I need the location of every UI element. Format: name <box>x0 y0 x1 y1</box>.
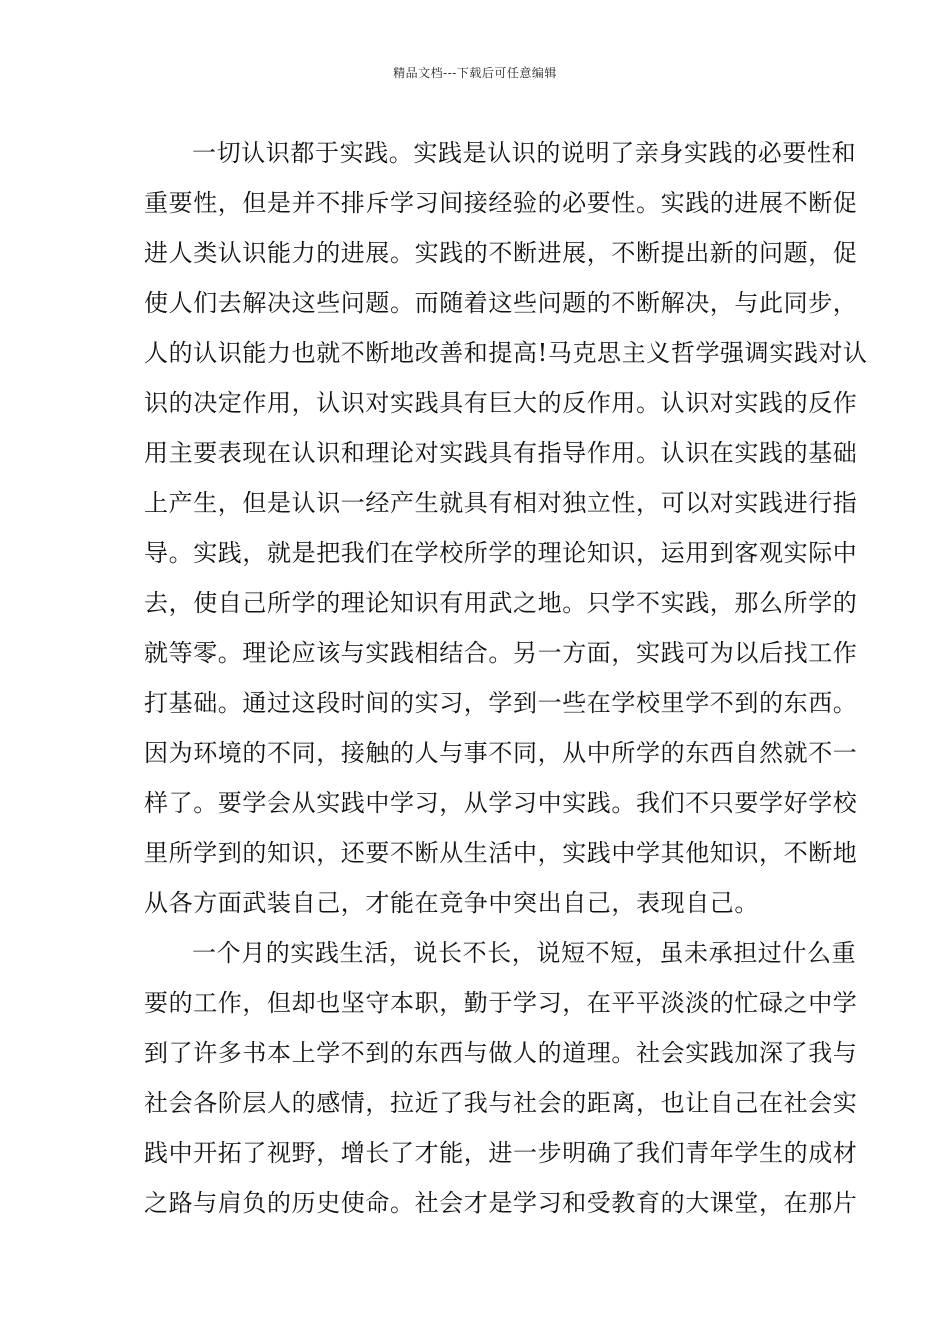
paragraph-1-line-1: 一切认识都于实践。实践是认识的说明了亲身实践的必要性和 <box>192 139 857 167</box>
paragraph-1-line-12: 打基础。通过这段时间的实习，学到一些在学校里学不到的东西。 <box>144 689 858 717</box>
paragraph-1-line-6: 识的决定作用，认识对实践具有巨大的反作用。认识对实践的反作 <box>144 389 858 417</box>
paragraph-2-line-4: 社会各阶层人的感情，拉近了我与社会的距离，也让自己在社会实 <box>144 1089 858 1117</box>
paragraph-1-line-11: 就等零。理论应该与实践相结合。另一方面，实践可为以后找工作 <box>144 639 858 667</box>
paragraph-1-line-10: 去，使自己所学的理论知识有用武之地。只学不实践，那么所学的 <box>144 589 858 617</box>
paragraph-1-line-15: 里所学到的知识，还要不断从生活中，实践中学其他知识，不断地 <box>144 839 858 867</box>
paragraph-1-line-3: 进人类认识能力的进展。实践的不断进展，不断提出新的问题，促 <box>144 239 858 267</box>
paragraph-1-line-7: 用主要表现在认识和理论对实践具有指导作用。认识在实践的基础 <box>144 439 858 467</box>
paragraph-1-line-8: 上产生，但是认识一经产生就具有相对独立性，可以对实践进行指 <box>144 489 858 517</box>
document-body <box>144 128 868 1228</box>
paragraph-2-line-5: 践中开拓了视野，增长了才能，进一步明确了我们青年学生的成材 <box>144 1139 858 1167</box>
paragraph-2-line-6: 之路与肩负的历史使命。社会才是学习和受教育的大课堂，在那片 <box>144 1189 858 1217</box>
paragraph-1-line-9: 导。实践，就是把我们在学校所学的理论知识，运用到客观实际中 <box>144 539 858 567</box>
page-header: 精品文档---下载后可任意编辑 <box>393 66 557 80</box>
paragraph-1-line-13: 因为环境的不同，接触的人与事不同，从中所学的东西自然就不一 <box>144 739 858 767</box>
paragraph-1-line-2: 重要性，但是并不排斥学习间接经验的必要性。实践的进展不断促 <box>144 189 858 217</box>
paragraph-1-line-5: 人的认识能力也就不断地改善和提高!马克思主义哲学强调实践对认 <box>144 339 868 367</box>
paragraph-2-line-3: 到了许多书本上学不到的东西与做人的道理。社会实践加深了我与 <box>144 1039 858 1067</box>
paragraph-2-line-2: 要的工作，但却也坚守本职，勤于学习，在平平淡淡的忙碌之中学 <box>144 989 858 1017</box>
paragraph-1-line-14: 样了。要学会从实践中学习，从学习中实践。我们不只要学好学校 <box>144 789 858 817</box>
paragraph-2-line-1: 一个月的实践生活，说长不长，说短不短，虽未承担过什么重 <box>192 939 857 967</box>
paragraph-1-line-4: 使人们去解决这些问题。而随着这些问题的不断解决，与此同步， <box>144 289 858 317</box>
paragraph-1-line-16: 从各方面武装自己，才能在竞争中突出自己，表现自己。 <box>144 889 759 917</box>
